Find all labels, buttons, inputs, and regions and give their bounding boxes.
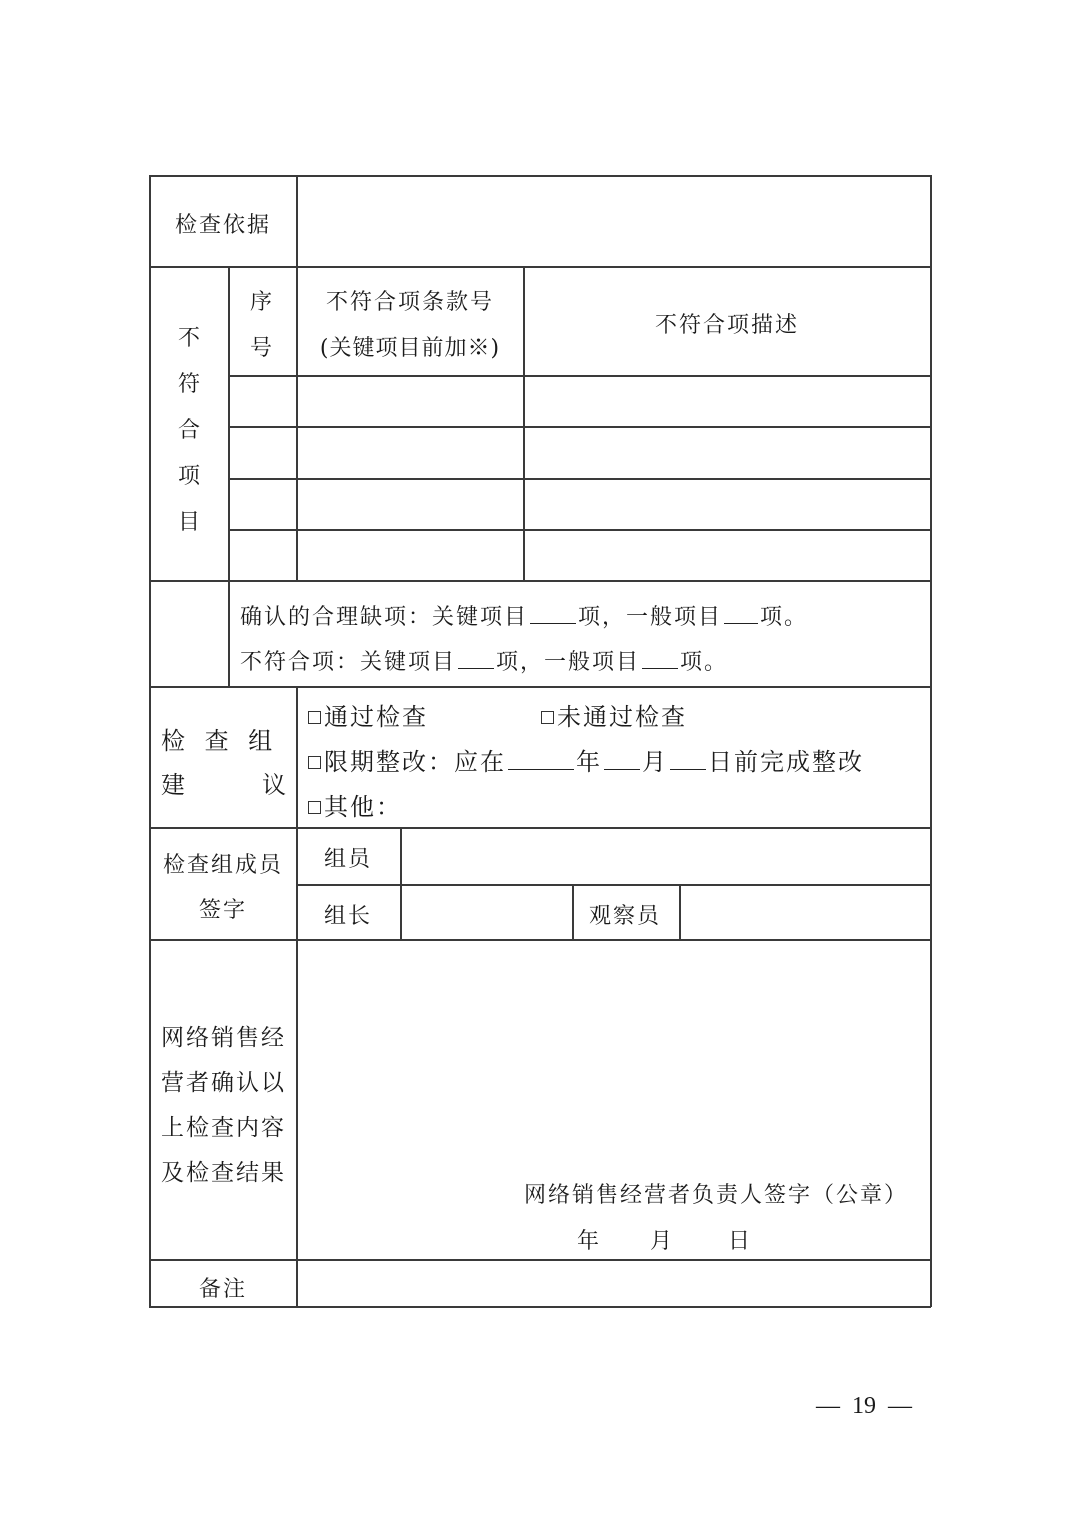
rule: [149, 175, 931, 177]
rule: [149, 1259, 931, 1261]
remarks-label: 备注: [198, 1277, 248, 1302]
date-month: 月: [650, 1229, 675, 1254]
member-label: 组员: [323, 847, 373, 872]
rule: [296, 884, 931, 886]
seq-header-line2: 号: [249, 336, 275, 361]
summary-text: 项。: [680, 650, 729, 675]
recommendation-label-line2a: 建: [161, 771, 187, 799]
rule: [400, 827, 402, 940]
side-char: 项: [177, 464, 200, 489]
members-label-line2: 签字: [198, 898, 248, 923]
rule: [149, 580, 931, 582]
seq-header-line1: 序: [249, 290, 275, 315]
side-char: 符: [177, 372, 200, 397]
recommendation-label-line1: 检 查 组: [161, 727, 279, 755]
dash-icon: —: [816, 1393, 840, 1419]
summary-text: 项，一般项目: [578, 605, 723, 630]
blank-field[interactable]: [458, 648, 494, 669]
rule: [228, 375, 931, 377]
rule: [523, 266, 525, 581]
rule: [296, 175, 298, 267]
rule: [296, 686, 298, 1307]
option-label: 未通过检查: [557, 703, 687, 731]
clause-header-line1: 不符合项条款号: [325, 290, 495, 315]
checkbox-icon[interactable]: [308, 756, 321, 769]
summary-line1: [240, 603, 808, 631]
blank-day[interactable]: [670, 749, 706, 770]
rule: [228, 478, 931, 480]
summary-text: 项。: [760, 605, 809, 630]
date-unit: 日前完成整改: [708, 748, 864, 776]
option-pass[interactable]: [308, 704, 428, 730]
rule: [228, 529, 931, 531]
option-fail[interactable]: [541, 704, 687, 730]
summary-text: 确认的合理缺项：关键项目: [240, 605, 529, 630]
rule: [228, 426, 931, 428]
rule: [149, 827, 931, 829]
page-number: [816, 1393, 912, 1420]
option-rectify[interactable]: [308, 749, 864, 775]
option-other[interactable]: [308, 794, 402, 820]
rule: [572, 884, 574, 940]
rule: [679, 884, 681, 940]
confirm-label-line3: 上检查内容: [161, 1115, 286, 1141]
basis-label: 检查依据: [174, 213, 272, 238]
recommendation-label-line2b: 议: [262, 771, 288, 799]
rule: [149, 939, 931, 941]
side-char: 不: [177, 326, 200, 351]
noncompliance-side-label: [174, 316, 204, 546]
rule: [149, 266, 931, 268]
signature-caption: 网络销售经营者负责人签字（公章）: [524, 1183, 909, 1208]
summary-text: 不符合项：关键项目: [240, 650, 457, 675]
date-year: 年: [577, 1229, 602, 1254]
confirm-label-line1: 网络销售经: [161, 1025, 286, 1051]
page-number-value: 19: [852, 1393, 876, 1419]
date-unit: 月: [642, 748, 668, 776]
date-day: 日: [728, 1229, 753, 1254]
confirm-label-line4: 及检查结果: [161, 1160, 286, 1186]
checkbox-icon[interactable]: [308, 801, 321, 814]
dash-icon: —: [888, 1393, 912, 1419]
confirm-label-line2: 营者确认以: [161, 1070, 286, 1096]
rule: [149, 175, 151, 1307]
option-label: 限期整改：应在: [324, 748, 506, 776]
clause-header-line2: (关键项目前加※): [319, 336, 501, 361]
rule: [296, 266, 298, 581]
date-unit: 年: [576, 748, 602, 776]
blank-year[interactable]: [508, 749, 574, 770]
side-char: 合: [177, 418, 200, 443]
blank-month[interactable]: [604, 749, 640, 770]
rule: [149, 1306, 931, 1308]
option-label: 通过检查: [324, 703, 428, 731]
rule: [228, 266, 230, 687]
leader-label: 组长: [323, 904, 373, 929]
summary-line2: [240, 648, 728, 676]
summary-text: 项，一般项目: [496, 650, 641, 675]
blank-field[interactable]: [642, 648, 678, 669]
side-char: 目: [177, 510, 200, 535]
checkbox-icon[interactable]: [541, 711, 554, 724]
checkbox-icon[interactable]: [308, 711, 321, 724]
rule: [149, 686, 931, 688]
observer-label: 观察员: [588, 904, 662, 929]
option-label: 其他：: [324, 793, 402, 821]
members-label-line1: 检查组成员: [162, 853, 284, 878]
rule: [930, 175, 932, 1307]
desc-header: 不符合项描述: [654, 313, 800, 338]
blank-field[interactable]: [724, 603, 758, 624]
blank-field[interactable]: [530, 603, 576, 624]
